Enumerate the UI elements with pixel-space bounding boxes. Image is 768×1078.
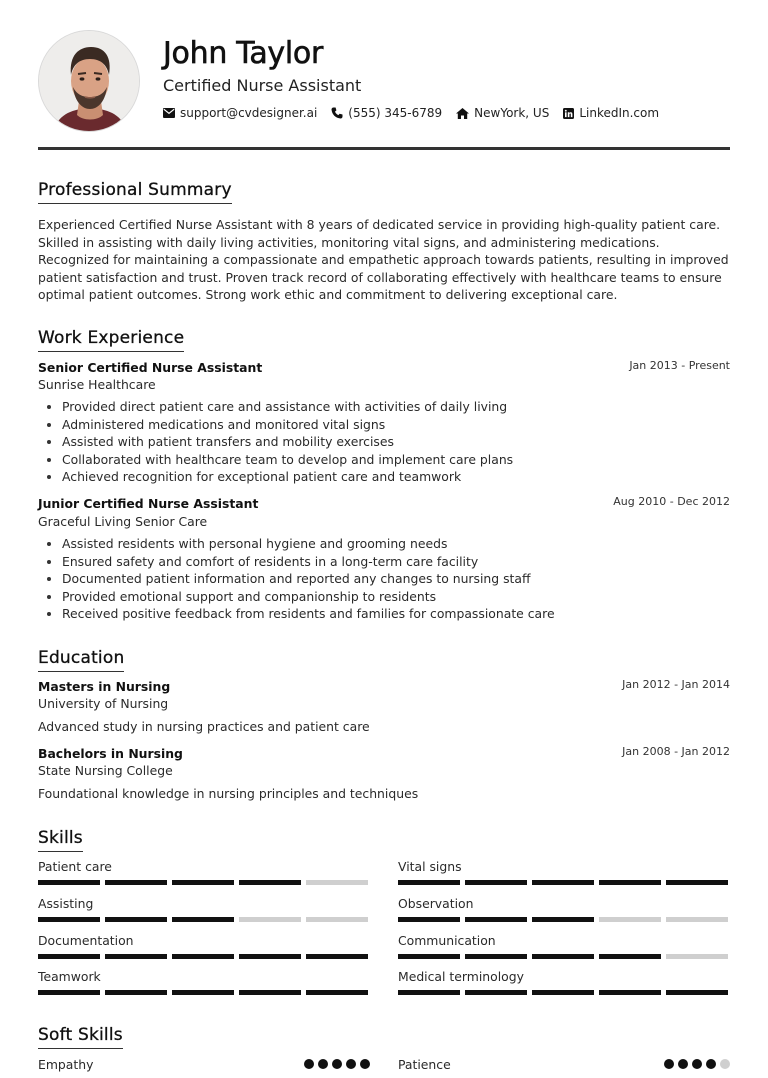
skill-segment-filled bbox=[306, 954, 368, 959]
skill-segment-filled bbox=[465, 917, 527, 922]
skill-segment-filled bbox=[532, 954, 594, 959]
summary-text: Experienced Certified Nurse Assistant with 8 years of dedicated service in providing high-quality patient care. Skilled in assisting with daily living activities, monitoring vital signs, and administering medications. Recognized for maintaining a compassionate and empathetic approach towards patients, resulting in improved patient satisfaction and trust. Proven track record of collaborating effectively with healthcare teams to ensure optimal patient outcomes. Strong work ethic and commitment to delivering exceptional care. bbox=[38, 217, 729, 303]
job-title: Senior Certified Nurse Assistant bbox=[38, 360, 263, 375]
skill-segment-empty bbox=[239, 917, 301, 922]
skill-segment-filled bbox=[398, 917, 460, 922]
list-item: Provided direct patient care and assistance with activities of daily living bbox=[47, 398, 717, 416]
list-item: Assisted residents with personal hygiene and grooming needs bbox=[47, 535, 717, 553]
job-bullets bbox=[47, 535, 717, 623]
skill-label: Observation bbox=[398, 896, 474, 911]
skill-segment-filled bbox=[465, 990, 527, 995]
skill-segment-filled bbox=[239, 990, 301, 995]
skill-label: Documentation bbox=[38, 933, 134, 948]
list-item: Assisted with patient transfers and mobility exercises bbox=[47, 433, 717, 451]
soft-skill-label: Patience bbox=[398, 1057, 451, 1072]
skill-segment-filled bbox=[38, 880, 100, 885]
skill-level-bar bbox=[398, 954, 728, 959]
skill-segment-filled bbox=[532, 990, 594, 995]
degree-description: Advanced study in nursing practices and patient care bbox=[38, 719, 370, 734]
education-heading: Education bbox=[38, 648, 124, 672]
phone-text: (555) 345-6789 bbox=[348, 106, 443, 120]
skill-level-bar bbox=[38, 990, 368, 995]
job-company: Sunrise Healthcare bbox=[38, 377, 156, 392]
degree-dates: Jan 2008 - Jan 2012 bbox=[622, 745, 730, 758]
list-item: Administered medications and monitored vital signs bbox=[47, 416, 717, 434]
rating-dot-filled bbox=[664, 1059, 674, 1069]
skill-segment-filled bbox=[38, 990, 100, 995]
skill-segment-filled bbox=[172, 990, 234, 995]
candidate-title: Certified Nurse Assistant bbox=[163, 76, 362, 95]
degree-title: Bachelors in Nursing bbox=[38, 746, 183, 761]
skill-segment-filled bbox=[465, 880, 527, 885]
skill-segment-filled bbox=[105, 880, 167, 885]
list-item: Received positive feedback from residents and families for compassionate care bbox=[47, 605, 717, 623]
skill-segment-filled bbox=[38, 954, 100, 959]
skill-segment-filled bbox=[172, 954, 234, 959]
list-item: Achieved recognition for exceptional patient care and teamwork bbox=[47, 468, 717, 486]
degree-title: Masters in Nursing bbox=[38, 679, 171, 694]
skill-segment-empty bbox=[666, 917, 728, 922]
envelope-icon bbox=[163, 108, 175, 118]
rating-dot-filled bbox=[692, 1059, 702, 1069]
linkedin-text: LinkedIn.com bbox=[579, 106, 660, 120]
contact-email[interactable] bbox=[163, 106, 317, 120]
resume-header bbox=[38, 30, 730, 132]
job-company: Graceful Living Senior Care bbox=[38, 514, 208, 529]
skill-segment-filled bbox=[105, 954, 167, 959]
skill-label: Patient care bbox=[38, 859, 112, 874]
skill-segment-empty bbox=[306, 917, 368, 922]
home-icon bbox=[456, 108, 469, 119]
skill-label: Medical terminology bbox=[398, 969, 524, 984]
contact-info bbox=[163, 106, 673, 120]
skill-segment-filled bbox=[599, 880, 661, 885]
email-text: support@cvdesigner.ai bbox=[180, 106, 318, 120]
school-name: State Nursing College bbox=[38, 763, 173, 778]
contact-linkedin[interactable] bbox=[563, 106, 659, 120]
skill-segment-empty bbox=[306, 880, 368, 885]
skill-segment-empty bbox=[599, 917, 661, 922]
skill-segment-filled bbox=[599, 954, 661, 959]
skill-segment-filled bbox=[105, 917, 167, 922]
rating-dot-empty bbox=[720, 1059, 730, 1069]
skill-level-bar bbox=[398, 917, 728, 922]
list-item: Ensured safety and comfort of residents in a long-term care facility bbox=[47, 553, 717, 571]
skill-label: Assisting bbox=[38, 896, 94, 911]
skill-segment-filled bbox=[465, 954, 527, 959]
school-name: University of Nursing bbox=[38, 696, 169, 711]
skill-segment-filled bbox=[172, 917, 234, 922]
degree-description: Foundational knowledge in nursing principles and techniques bbox=[38, 786, 419, 801]
rating-dot-filled bbox=[360, 1059, 370, 1069]
list-item: Collaborated with healthcare team to develop and implement care plans bbox=[47, 451, 717, 469]
skill-level-bar bbox=[398, 880, 728, 885]
rating-dot-filled bbox=[318, 1059, 328, 1069]
location-text: NewYork, US bbox=[474, 106, 550, 120]
skill-segment-filled bbox=[532, 917, 594, 922]
skill-segment-filled bbox=[239, 880, 301, 885]
header-divider bbox=[38, 147, 730, 150]
contact-location bbox=[456, 106, 549, 120]
skill-segment-filled bbox=[172, 880, 234, 885]
experience-heading: Work Experience bbox=[38, 328, 184, 352]
soft-skill-rating bbox=[304, 1059, 370, 1069]
skill-segment-filled bbox=[398, 990, 460, 995]
list-item: Documented patient information and reported any changes to nursing staff bbox=[47, 570, 717, 588]
skill-segment-filled bbox=[599, 990, 661, 995]
job-dates: Jan 2013 - Present bbox=[629, 359, 730, 372]
job-title: Junior Certified Nurse Assistant bbox=[38, 496, 259, 511]
job-dates: Aug 2010 - Dec 2012 bbox=[613, 495, 730, 508]
skill-segment-filled bbox=[306, 990, 368, 995]
skill-label: Communication bbox=[398, 933, 496, 948]
rating-dot-filled bbox=[346, 1059, 356, 1069]
soft-skills-heading: Soft Skills bbox=[38, 1025, 123, 1049]
skill-level-bar bbox=[38, 917, 368, 922]
skills-heading: Skills bbox=[38, 828, 83, 852]
profile-photo bbox=[38, 30, 140, 132]
skill-level-bar bbox=[38, 954, 368, 959]
skill-segment-filled bbox=[239, 954, 301, 959]
list-item: Provided emotional support and companionship to residents bbox=[47, 588, 717, 606]
skill-segment-empty bbox=[666, 954, 728, 959]
skill-segment-filled bbox=[38, 917, 100, 922]
soft-skill-label: Empathy bbox=[38, 1057, 94, 1072]
summary-heading: Professional Summary bbox=[38, 180, 232, 204]
rating-dot-filled bbox=[304, 1059, 314, 1069]
skill-segment-filled bbox=[398, 880, 460, 885]
rating-dot-filled bbox=[678, 1059, 688, 1069]
skill-label: Vital signs bbox=[398, 859, 462, 874]
candidate-name: John Taylor bbox=[163, 36, 323, 71]
skill-segment-filled bbox=[105, 990, 167, 995]
linkedin-icon bbox=[563, 108, 574, 119]
degree-dates: Jan 2012 - Jan 2014 bbox=[622, 678, 730, 691]
skill-segment-filled bbox=[532, 880, 594, 885]
avatar-portrait-icon bbox=[39, 31, 140, 132]
skill-label: Teamwork bbox=[38, 969, 101, 984]
rating-dot-filled bbox=[332, 1059, 342, 1069]
soft-skill-rating bbox=[664, 1059, 730, 1069]
contact-phone[interactable] bbox=[331, 106, 442, 120]
skill-segment-filled bbox=[666, 990, 728, 995]
skill-level-bar bbox=[398, 990, 728, 995]
skill-segment-filled bbox=[398, 954, 460, 959]
skill-level-bar bbox=[38, 880, 368, 885]
job-bullets bbox=[47, 398, 717, 486]
skill-segment-filled bbox=[666, 880, 728, 885]
phone-icon bbox=[331, 107, 343, 119]
rating-dot-filled bbox=[706, 1059, 716, 1069]
